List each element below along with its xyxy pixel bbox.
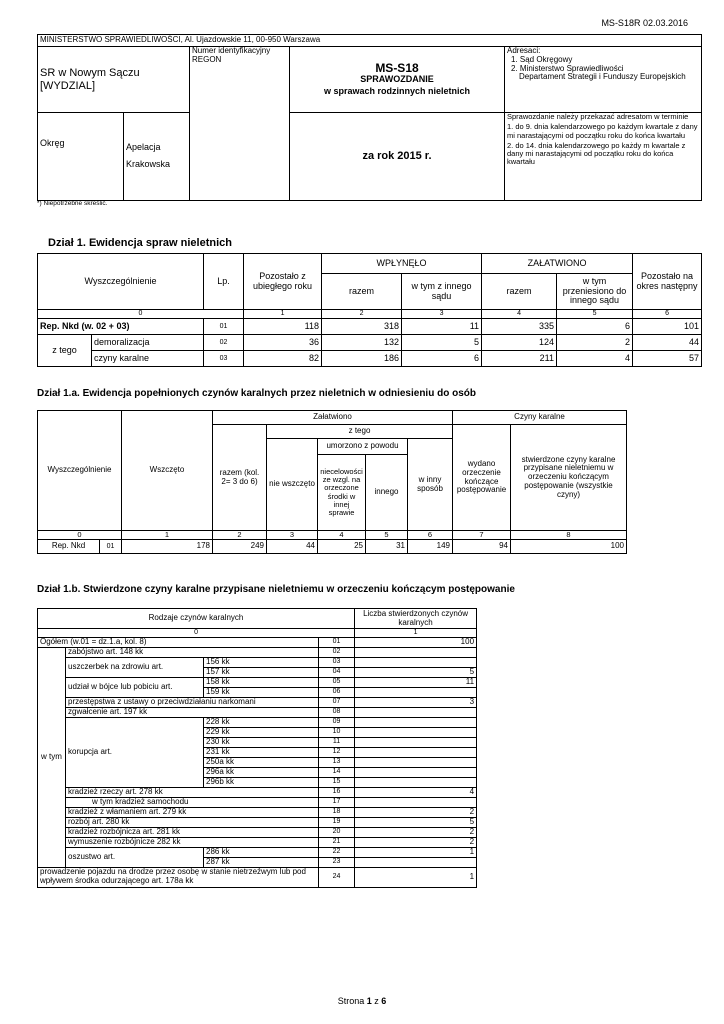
row-label: prowadzenie pojazdu na drodze przez osobę w stanie nietrzeźwym lub pod wpływem środka odurzającego art. 178a kk [38, 867, 319, 887]
table-row [38, 540, 627, 554]
cell [355, 757, 477, 767]
s1a-col-offences: Czyny karalne [453, 411, 627, 425]
row-lp: 12 [319, 747, 355, 757]
cell: 132 [322, 335, 402, 351]
row-label: Rep. Nkd [38, 540, 100, 554]
row-lp: 24 [319, 867, 355, 887]
row-sublabel: 296b kk [204, 777, 319, 787]
s1a-col-done: Załatwiono [213, 411, 453, 425]
row-lp: 18 [319, 807, 355, 817]
s1b-colnum: 0 [38, 629, 355, 638]
header-table [37, 34, 702, 201]
footnote: *) Niepotrzebne skreślić. [37, 200, 108, 207]
row-label: zgwałcenie art. 197 kk [66, 707, 319, 717]
cell: 94 [453, 540, 511, 554]
s1-colnum: 3 [402, 310, 482, 319]
cell: 100 [355, 637, 477, 647]
cell: 1 [355, 867, 477, 887]
section-1b-title: Dział 1.b. Stwierdzone czyny karalne przypisane nieletniemu w orzeczeniu kończącym postępowanie [37, 584, 515, 595]
s1-col-in-other: w tym z innego sądu [402, 274, 482, 310]
cell: 5 [402, 335, 482, 351]
cell: 25 [318, 540, 366, 554]
s1a-colnum: 1 [122, 531, 213, 540]
s1a-col-desc: Wyszczególnienie [38, 411, 122, 531]
row-sublabel: 156 kk [204, 657, 319, 667]
cell: 5 [355, 667, 477, 677]
cell: 11 [402, 319, 482, 335]
cell [355, 657, 477, 667]
cell: 57 [633, 351, 702, 367]
recipients-box [505, 47, 702, 113]
table-row [38, 807, 477, 817]
table-row [38, 657, 477, 667]
table-row [38, 827, 477, 837]
ministry-address: MINISTERSTWO SPRAWIEDLIWOŚCI, Al. Ujazdowskie 11, 00-950 Warszawa [38, 35, 702, 47]
cell: 44 [633, 335, 702, 351]
section-1b-table [37, 608, 477, 888]
cell [355, 857, 477, 867]
s1-colnum: 6 [633, 310, 702, 319]
row-label: czyny karalne [92, 351, 204, 367]
cell [355, 797, 477, 807]
row-lp: 02 [204, 335, 244, 351]
row-label: rozbój art. 280 kk [66, 817, 319, 827]
recipient-2-dept: Departament Strategii i Funduszy Europejskich [519, 72, 686, 82]
row-lp: 19 [319, 817, 355, 827]
cell [355, 737, 477, 747]
s1-colnum: 4 [482, 310, 557, 319]
cell: 211 [482, 351, 557, 367]
table-row [38, 837, 477, 847]
cell: 2 [355, 837, 477, 847]
section-1a-title: Dział 1.a. Ewidencja popełnionych czynów karalnych przez nieletnich w odniesieniu do osób [37, 388, 476, 399]
s1a-colnum: 5 [366, 531, 408, 540]
w-tym-label: w tym [38, 647, 66, 867]
row-label: Rep. Nkd (w. 02 + 03) [38, 319, 204, 335]
s1a-col-ztego: z tego [267, 425, 453, 439]
row-lp: 21 [319, 837, 355, 847]
court-name [38, 47, 190, 113]
row-label: uszczerbek na zdrowiu art. [66, 657, 204, 677]
s1a-col-other-way: w inny sposób [408, 439, 453, 531]
row-lp: 22 [319, 847, 355, 857]
row-sublabel: 158 kk [204, 677, 319, 687]
cell: 5 [355, 817, 477, 827]
section-1-title: Dział 1. Ewidencja spraw nieletnich [48, 237, 233, 249]
recipients-label: Adresaci: [507, 46, 541, 55]
id-box [190, 47, 290, 201]
table-row [38, 847, 477, 857]
z-tego-label: z tego [38, 335, 92, 367]
document-code: MS-S18R 02.03.2016 [601, 18, 688, 28]
cell: 124 [482, 335, 557, 351]
cell: 118 [244, 319, 322, 335]
row-label: przestępstwa z ustawy o przeciwdziałaniu narkomani [66, 697, 319, 707]
cell [355, 707, 477, 717]
page-total: 6 [381, 996, 387, 1006]
row-label: w tym kradzież samochodu [66, 797, 319, 807]
table-row [38, 817, 477, 827]
row-label: oszustwo art. [66, 847, 204, 867]
row-lp: 11 [319, 737, 355, 747]
row-lp: 20 [319, 827, 355, 837]
form-code: MS-S18 [375, 61, 419, 76]
deadline-1: 1. do 9. dnia kalendarzowego po każdym kwartale z dany mi narastającymi od początku roku do końca kwartału [507, 122, 698, 140]
s1a-colnum: 7 [453, 531, 511, 540]
s1-col-lp: Lp. [204, 254, 244, 310]
row-label: kradzież rzeczy art. 278 kk [66, 787, 319, 797]
cell: 2 [355, 827, 477, 837]
row-sublabel: 230 kk [204, 737, 319, 747]
report-period: za rok 2015 r. [290, 113, 505, 201]
row-lp: 15 [319, 777, 355, 787]
cell: 4 [557, 351, 633, 367]
deadline-intro: Sprawozdanie należy przekazać adresatom w terminie [507, 112, 689, 121]
cell: 4 [355, 787, 477, 797]
s1a-colnum: 3 [267, 531, 318, 540]
cell: 100 [511, 540, 627, 554]
cell: 186 [322, 351, 402, 367]
s1b-colnum: 1 [355, 629, 477, 638]
table-row [38, 335, 702, 351]
s1-colnum: 5 [557, 310, 633, 319]
cell: 2 [557, 335, 633, 351]
recipient-1: 1. Sąd Okręgowy [511, 54, 573, 64]
table-row [38, 867, 477, 887]
page-label: Strona [337, 996, 365, 1006]
cell: 318 [322, 319, 402, 335]
cell [355, 687, 477, 697]
s1b-total-label: Ogółem (w.01 = dz.1.a, kol. 8) [38, 637, 319, 647]
s1b-col-count: Liczba stwierdzonych czynów karalnych [355, 609, 477, 629]
cell [355, 767, 477, 777]
cell [355, 747, 477, 757]
table-row [38, 319, 702, 335]
s1a-col-started: Wszczęto [122, 411, 213, 531]
cell: 6 [557, 319, 633, 335]
cell: 2 [355, 807, 477, 817]
page-footer [0, 996, 724, 1006]
court-name-line1: SR w Nowym Sączu [40, 67, 140, 80]
cell: 31 [366, 540, 408, 554]
form-subtitle: w sprawach rodzinnych nieletnich [323, 86, 471, 97]
s1a-col-other: innego [366, 455, 408, 531]
s1a-col-found: stwierdzone czyny karalne przypisane nieletniemu w orzeczeniu kończącym postępowanie (wszystkie czyny) [511, 425, 627, 531]
row-sublabel: 287 kk [204, 857, 319, 867]
row-lp: 09 [319, 717, 355, 727]
table-row [38, 351, 702, 367]
row-lp: 08 [319, 707, 355, 717]
row-label: zabójstwo art. 148 kk [66, 647, 319, 657]
row-sublabel: 229 kk [204, 727, 319, 737]
cell: 11 [355, 677, 477, 687]
s1a-colnum: 2 [213, 531, 267, 540]
s1a-colnum: 6 [408, 531, 453, 540]
row-lp: 03 [319, 657, 355, 667]
s1-col-done-total: razem [482, 274, 557, 310]
s1a-col-dismissed: umorzono z powodu [318, 439, 408, 455]
cell: 3 [355, 697, 477, 707]
id-label: Numer identyfikacyjny [192, 46, 271, 55]
cell [355, 727, 477, 737]
cell: 44 [267, 540, 318, 554]
s1-col-in: WPŁYNĘŁO [322, 254, 482, 274]
cell: 101 [633, 319, 702, 335]
row-lp: 14 [319, 767, 355, 777]
table-row [38, 787, 477, 797]
table-row [38, 707, 477, 717]
s1-col-done: ZAŁATWIONO [482, 254, 633, 274]
cell: 249 [213, 540, 267, 554]
row-lp: 05 [319, 677, 355, 687]
s1a-col-unpurposeful: niecelowości ze wzgl. na orzeczone środki w innej sprawie [318, 455, 366, 531]
page-of: z [374, 996, 379, 1006]
row-sublabel: 286 kk [204, 847, 319, 857]
recipient-2: 2. Ministerstwo Sprawiedliwości [511, 63, 624, 73]
section-1-table [37, 253, 702, 367]
s1a-colnum: 8 [511, 531, 627, 540]
table-row [38, 717, 477, 727]
s1a-colnum: 0 [38, 531, 122, 540]
row-lp: 01 [204, 319, 244, 335]
form-title: SPRAWOZDANIE [360, 74, 434, 85]
row-lp: 23 [319, 857, 355, 867]
cell: 178 [122, 540, 213, 554]
row-label: demoralizacja [92, 335, 204, 351]
s1a-col-total: razem (kol. 2= 3 do 6) [213, 425, 267, 531]
table-row [38, 697, 477, 707]
cell [355, 717, 477, 727]
s1-colnum: 0 [38, 310, 244, 319]
table-row [38, 647, 477, 657]
row-label: korupcja art. [66, 717, 204, 787]
cell [355, 647, 477, 657]
regon-label: REGON [192, 54, 222, 64]
row-label: kradzież z włamaniem art. 279 kk [66, 807, 319, 817]
row-lp: 04 [319, 667, 355, 677]
cell [355, 777, 477, 787]
row-lp: 01 [100, 540, 122, 554]
row-sublabel: 296a kk [204, 767, 319, 777]
row-lp: 16 [319, 787, 355, 797]
table-row [38, 677, 477, 687]
cell: 149 [408, 540, 453, 554]
row-lp: 07 [319, 697, 355, 707]
s1-colnum: 2 [322, 310, 402, 319]
table-row [38, 797, 477, 807]
appeal-box [124, 113, 190, 201]
row-lp: 02 [319, 647, 355, 657]
table-row [38, 637, 477, 647]
s1-col-prev: Pozostało z ubiegłego roku [244, 254, 322, 310]
s1a-colnum: 4 [318, 531, 366, 540]
s1a-col-not-started: nie wszczęto [267, 439, 318, 531]
row-label: udział w bójce lub pobiciu art. [66, 677, 204, 697]
court-name-line2: [WYDZIAL] [40, 79, 96, 92]
cell: 1 [355, 847, 477, 857]
cell: 36 [244, 335, 322, 351]
district-label: Okręg [38, 113, 124, 201]
cell: 82 [244, 351, 322, 367]
row-lp: 06 [319, 687, 355, 697]
s1-col-next: Pozostało na okres następny [633, 254, 702, 310]
cell: 335 [482, 319, 557, 335]
row-sublabel: 157 kk [204, 667, 319, 677]
appeal-label: Apelacja [126, 142, 161, 152]
row-label: kradzież rozbójnicza art. 281 kk [66, 827, 319, 837]
row-label: wymuszenie rozbójnicze 282 kk [66, 837, 319, 847]
row-lp: 01 [319, 637, 355, 647]
row-lp: 17 [319, 797, 355, 807]
cell: 6 [402, 351, 482, 367]
row-sublabel: 228 kk [204, 717, 319, 727]
row-sublabel: 231 kk [204, 747, 319, 757]
row-lp: 13 [319, 757, 355, 767]
row-lp: 10 [319, 727, 355, 737]
s1-colnum: 1 [244, 310, 322, 319]
s1-col-done-moved: w tym przeniesiono do innego sądu [557, 274, 633, 310]
appeal-value: Krakowska [126, 159, 171, 170]
s1b-col-types: Rodzaje czynów karalnych [38, 609, 355, 629]
section-1a-table [37, 410, 627, 554]
row-sublabel: 250a kk [204, 757, 319, 767]
deadline-2: 2. do 14. dnia kalendarzowego po każdy m kwartale z dany mi narastającymi od początku roku do końca kwartału [507, 140, 686, 167]
s1-col-desc: Wyszczególnienie [38, 254, 204, 310]
form-title-box [290, 47, 505, 113]
row-lp: 03 [204, 351, 244, 367]
row-sublabel: 159 kk [204, 687, 319, 697]
s1a-col-ruling: wydano orzeczenie kończące postępowanie [453, 425, 511, 531]
s1-col-in-total: razem [322, 274, 402, 310]
deadline-box [505, 113, 702, 201]
page-number: 1 [366, 996, 372, 1006]
